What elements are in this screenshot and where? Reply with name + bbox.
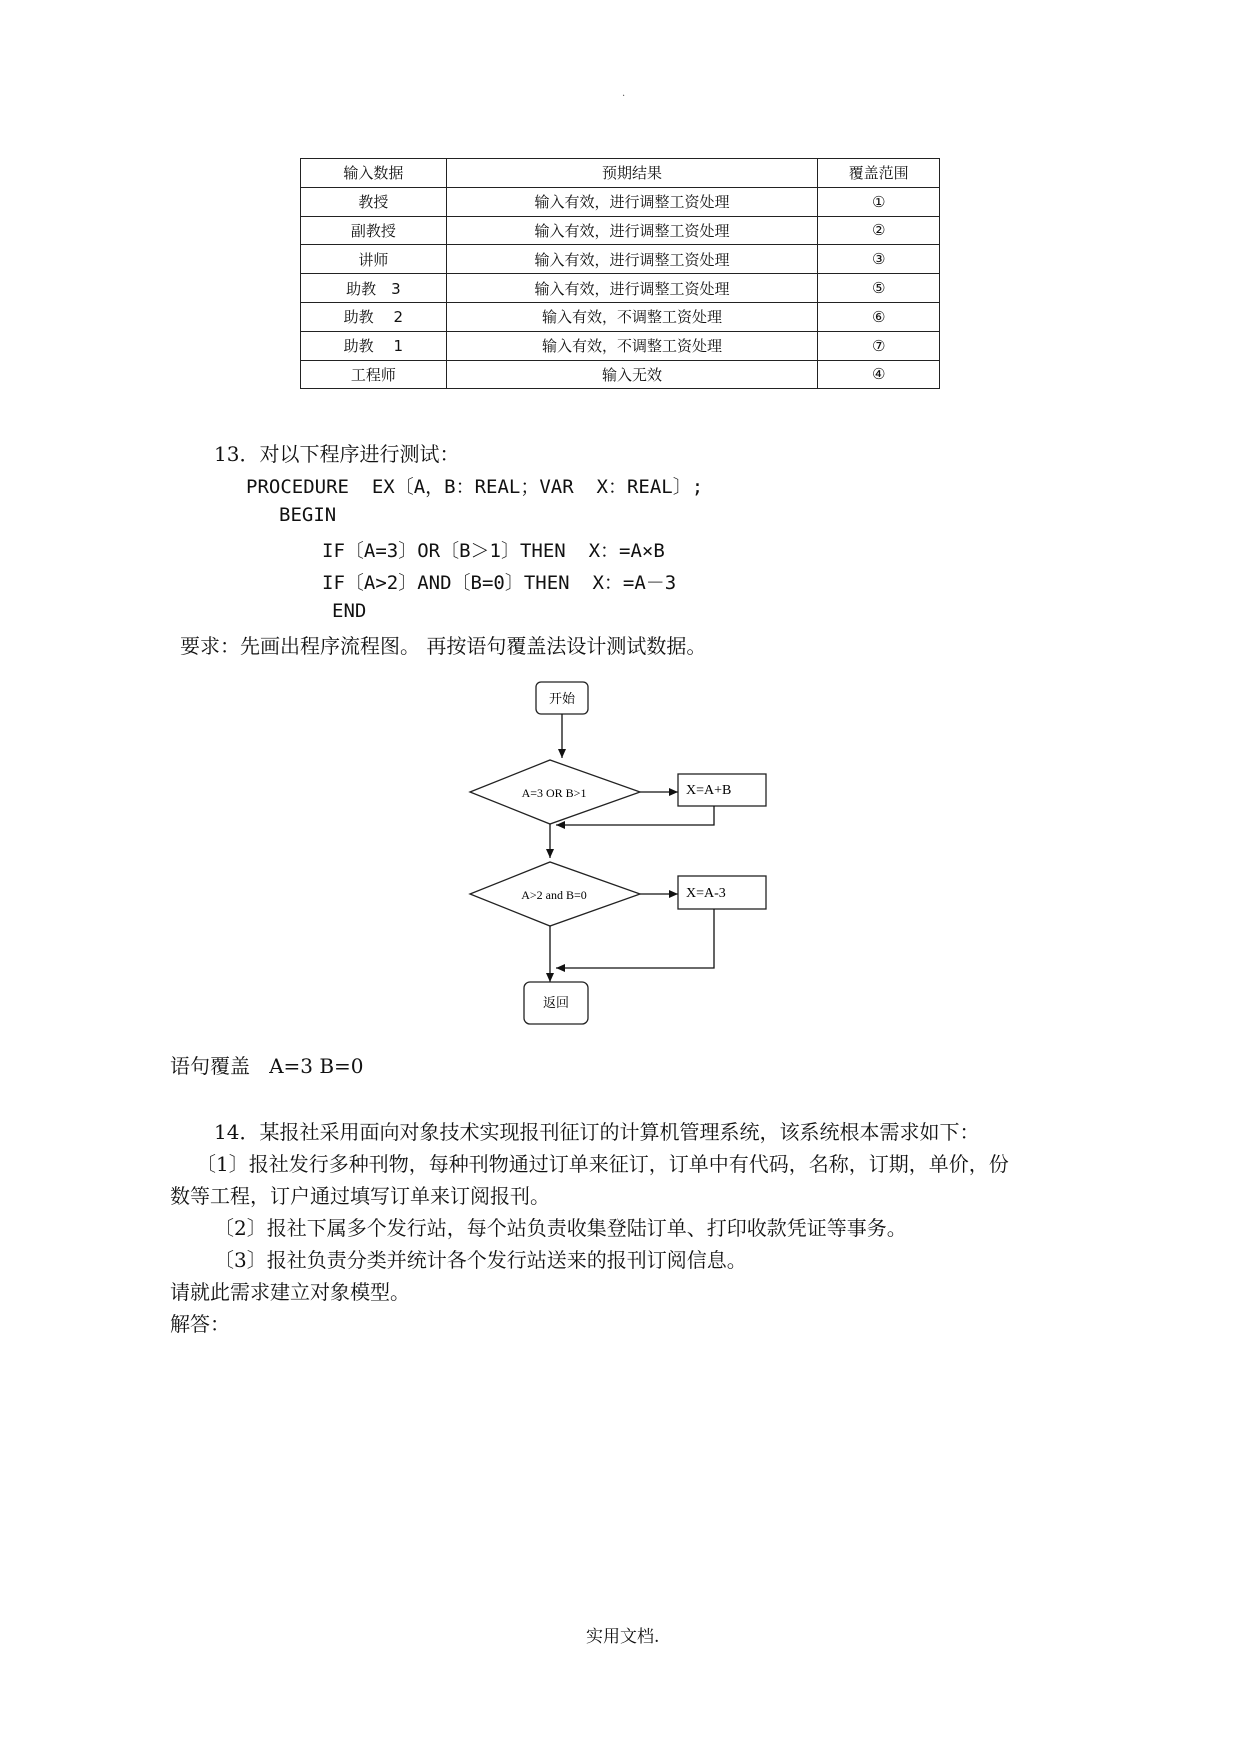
code-line: IF〔A=3〕OR〔B＞1〕THEN X：=A×B [322,540,665,562]
table-cell: 助教 2 [301,302,447,331]
table-row [301,302,940,331]
table-cell: ③ [818,245,940,274]
table-cell: 输入有效，不调整工资处理 [446,331,818,360]
code-line: END [332,600,367,622]
code-line: BEGIN [279,504,337,526]
table-cell: 副教授 [301,216,447,245]
table-cell: ② [818,216,940,245]
table-cell: ⑤ [818,274,940,303]
end-label: 返回 [542,995,570,1010]
table-cell: 输入有效，进行调整工资处理 [446,187,818,216]
table-cell: ① [818,187,940,216]
table-row [301,274,940,303]
decision-1-label: A=3 OR B>1 [521,786,587,800]
table-cell: ⑦ [818,331,940,360]
table-header: 输入数据 [301,159,447,188]
q14-item-1: 〔1〕报社发行多种刊物，每种刊物通过订单来征订，订单中有代码，名称，订期，单价，份 [196,1152,1009,1176]
code-line: PROCEDURE EX〔A，B：REAL；VAR X：REAL〕; [246,476,704,498]
q14-request: 请就此需求建立对象模型。 [170,1280,410,1304]
page-footer: 实用文档. [586,1627,660,1647]
action-2-label: X=A-3 [686,886,726,901]
table-header-row [301,159,940,188]
table-row [301,216,940,245]
q14-item-2: 〔2〕报社下属多个发行站，每个站负责收集登陆订单、打印收款凭证等事务。 [214,1216,907,1240]
code-line: IF〔A>2〕AND〔B=0〕THEN X：=A－3 [322,572,677,594]
start-label: 开始 [548,691,576,706]
action-1-label: X=A+B [686,783,732,798]
table-cell: 输入有效，不调整工资处理 [446,302,818,331]
program-flowchart [460,680,800,1040]
table-row [301,331,940,360]
q13-title: 13．对以下程序进行测试： [214,442,460,466]
coverage-table [300,158,940,389]
table-cell: 输入有效，进行调整工资处理 [446,245,818,274]
q13-requirement: 要求：先画出程序流程图。 再按语句覆盖法设计测试数据。 [180,634,707,658]
table-cell: ⑥ [818,302,940,331]
table-cell: 助教 1 [301,331,447,360]
q14-answer-label: 解答： [170,1312,230,1336]
table-cell: 输入无效 [446,360,818,389]
table-row [301,360,940,389]
table-header: 覆盖范围 [818,159,940,188]
q14-title: 14．某报社采用面向对象技术实现报刊征订的计算机管理系统，该系统根本需求如下： [214,1120,980,1144]
decision-2-label: A>2 and B=0 [521,888,587,902]
table-header: 预期结果 [446,159,818,188]
statement-coverage: 语句覆盖 A=3 B=0 [170,1054,364,1078]
q14-item-1-cont: 数等工程，订户通过填写订单来订阅报刊。 [170,1184,550,1208]
header-mark: . [622,88,626,99]
table-cell: 教授 [301,187,447,216]
q14-item-3: 〔3〕报社负责分类并统计各个发行站送来的报刊订阅信息。 [214,1248,747,1272]
table-cell: 输入有效，进行调整工资处理 [446,274,818,303]
table-cell: 输入有效，进行调整工资处理 [446,216,818,245]
table-cell: 工程师 [301,360,447,389]
table-cell: 助教 3 [301,274,447,303]
table-row [301,245,940,274]
table-cell: ④ [818,360,940,389]
table-cell: 讲师 [301,245,447,274]
table-row [301,187,940,216]
